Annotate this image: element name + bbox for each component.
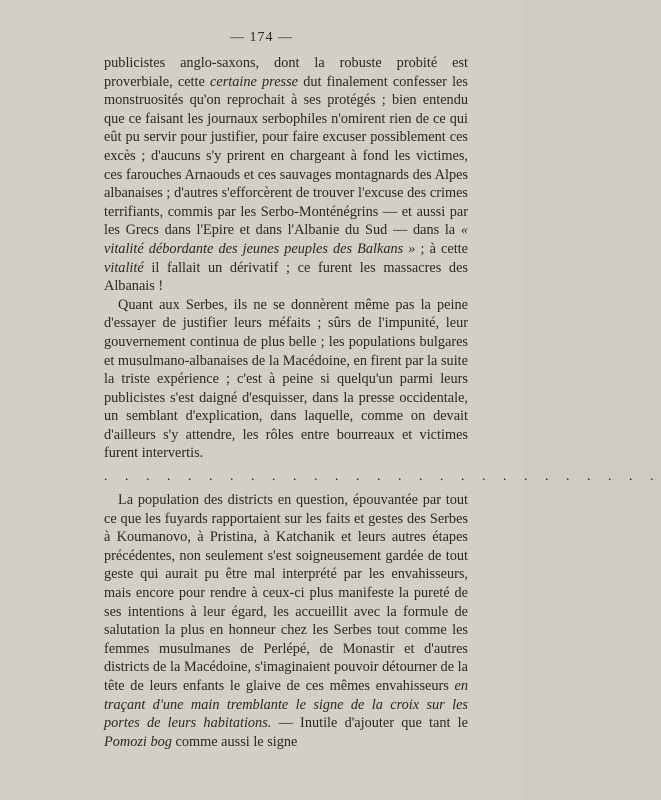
italic-run: vitalité bbox=[104, 259, 144, 276]
page-number: — 174 — bbox=[230, 30, 293, 45]
text-run: La population des districts en question, épouvantée par tout ce que les fuyards rapportaient sur les faits et gestes des Serbes à Koumanovo, à Pristina, à Katchanik et leurs autres étapes précédentes, non seulement s'est soigneusement gardée de tout geste qui aurait pu être mal interprété par les envahisseurs, mais encore pour rendre à ceux-ci plus manifeste la pureté de ses intentions à leur égard, les accueillit avec la formule de salutation la plus en honneur chez les Serbes tout comme les femmes musulmanes de Perlépé, de Monastir et d'autres districts de la Macédoine, s'imaginaient pouvoir détourner de la tête de leurs enfants le glaive de ces mêmes envahisseurs bbox=[104, 492, 468, 694]
italic-run: Pomozi bog bbox=[104, 733, 172, 750]
text-run: publicistes anglo-saxons, dont la robuste probité est proverbiale, cette bbox=[104, 55, 468, 90]
text-run: il fallait un dérivatif ; ce furent les massacres des Albanais ! bbox=[104, 259, 468, 295]
paragraph-1 bbox=[104, 54, 468, 296]
text-run: comme aussi le signe bbox=[171, 733, 298, 750]
italic-run: en traçant d'une main tremblante le signe de la croix sur les portes de leurs habitations. bbox=[104, 678, 468, 732]
italic-run: certaine presse bbox=[210, 73, 299, 90]
italic-run: « vitalité débordante des jeunes peuples des Balkans » bbox=[104, 222, 468, 257]
ellipsis-separator: . . . . . . . . . . . . . . . . . . . . . . . . . . . bbox=[104, 469, 661, 485]
paragraph-3 bbox=[104, 491, 468, 751]
paragraph-2: Quant aux Serbes, ils ne se donnèrent même pas la peine d'essayer de justifier leurs méfaits ; sûrs de l'impunité, leur gouvernement continua de plus belle ; les populations bulgares et musulmano-albanaises de la Macédoine, en firent par la suite la triste expérience ; c'est à peine si quelqu'un parmi leurs publicistes s'est daigné d'esquisser, dans la presse occidentale, un semblant d'explication, dans laquelle, comme on devait d'ailleurs s'y attendre, les rôles entre bourreaux et victimes furent intervertis. bbox=[104, 296, 468, 462]
text-run: ; à cette bbox=[415, 240, 469, 257]
text-run: dut finalement confesser les monstruosités qu'on reprochait à ses protégés ; bien entendu que ce faisant les journaux serbophiles n'omirent rien de ce qui eût pu servir pour justifier, pour faire excuser possiblement ces excès ; d'aucuns s'y prirent en chargeant à fond les victimes, ces farouches Arnaouds et ces sauvages montagnards des Alpes albanaises ; d'autres s'efforcèrent de trouver l'excuse des crimes terrifiants, commis par les Serbo-Monténégrins — et aussi par les Grecs dans l'Epire et dans l'Albanie du Sud — dans la bbox=[104, 73, 468, 239]
text-run: — Inutile d'ajouter que tant le bbox=[271, 715, 468, 732]
body-text bbox=[104, 54, 661, 751]
